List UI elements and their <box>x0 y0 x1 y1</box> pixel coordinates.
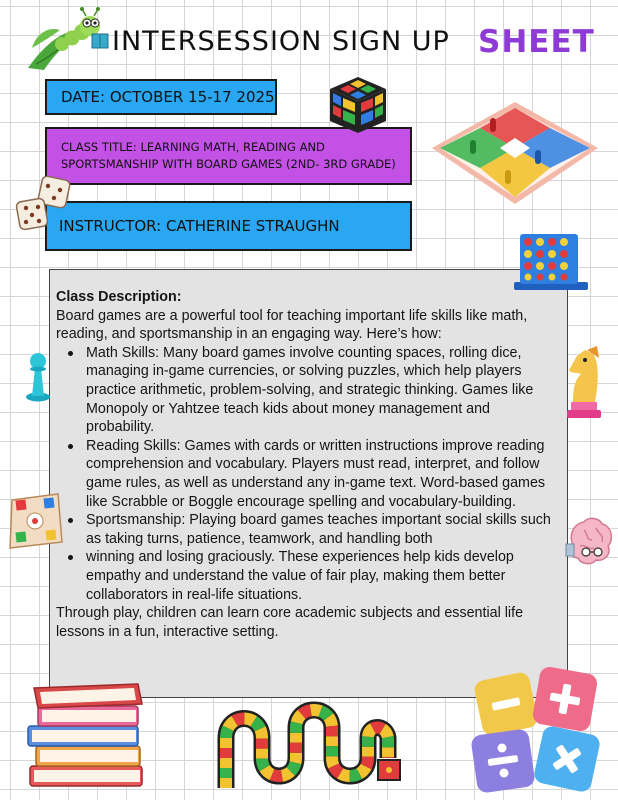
ludo-board-icon <box>430 100 600 208</box>
instructor-box: INSTRUCTOR: CATHERINE STRAUGHN <box>45 201 412 251</box>
description-intro: Board games are a powerful tool for teaching important life skills like math, reading, and sportsmanship in an engaging way. Here’s how: <box>56 307 528 343</box>
math-symbols-icon <box>470 668 608 794</box>
description-heading: Class Description: <box>56 289 182 305</box>
page-title-accent: SHEET <box>478 24 595 60</box>
date-box: DATE: OCTOBER 15-17 2025 <box>45 79 277 115</box>
class-description-panel <box>49 269 568 698</box>
bullet-sportsmanship: Sportsmanship: Playing board games teaches important social skills such as taking turns, patience, teamwork, and handling both <box>56 511 561 548</box>
class-title-box <box>45 127 412 185</box>
bookworm-icon <box>22 8 110 74</box>
description-closing: Through play, children can learn core academic subjects and essential life lessons in a fun, interactive setting. <box>56 605 524 640</box>
connect-four-icon <box>510 232 590 294</box>
board-game-icon <box>6 492 64 552</box>
dice-icon <box>14 176 74 232</box>
description-bullet-list <box>56 344 561 604</box>
snake-board-icon <box>218 698 408 794</box>
chess-knight-icon <box>563 344 607 420</box>
class-title-line-2: SPORTSMANSHIP WITH BOARD GAMES (2ND- 3RD GRADE) <box>61 157 396 171</box>
game-pawn-icon <box>24 350 52 402</box>
book-stack-icon <box>20 680 152 790</box>
page-title: INTERSESSION SIGN UP <box>112 26 450 57</box>
bullet-math-skills: Math Skills: Many board games involve counting spaces, rolling dice, managing in-game currencies, or solving puzzles, which help players practice arithmetic, problem-solving, and strategic thinking. Games like Monopoly or Yahtzee teach kids about money management and probability. <box>56 344 561 437</box>
brain-icon <box>566 516 616 570</box>
bullet-reading-skills: Reading Skills: Games with cards or written instructions improve reading comprehension and vocabulary. Players must read, interpret, and follow game rules, as well as understand any in-game text. Word-based games like Scrabble or Boggle encourage spelling and vocabulary-building. <box>56 437 561 511</box>
rubiks-cube-icon <box>326 75 390 135</box>
bullet-sportsmanship-continued: winning and losing graciously. These experiences help kids develop empathy and understand the value of fair play, making them better collaborators in real-life situations. <box>56 548 561 604</box>
class-title-line-1: CLASS TITLE: LEARNING MATH, READING AND <box>61 140 325 154</box>
